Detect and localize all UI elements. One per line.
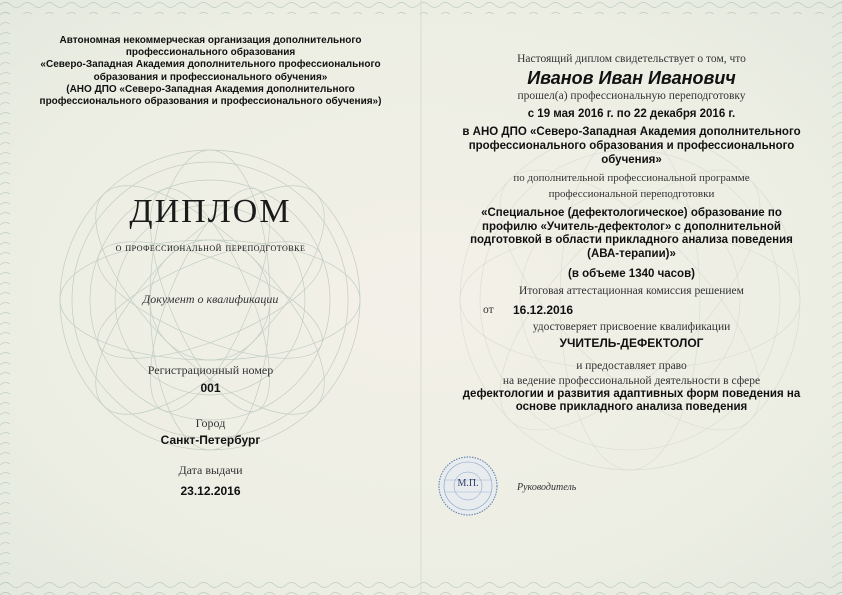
- program-hours: (в объеме 1340 часов): [568, 268, 695, 280]
- org-line: «Северо-Западная Академия дополнительного профессионального: [40, 59, 381, 71]
- rights-label-1: и предоставляет право: [576, 360, 687, 372]
- program-line: профилю «Учитель-дефектолог» с дополнительной: [482, 220, 781, 233]
- city-value: Санкт-Петербург: [160, 433, 261, 447]
- commission-text: Итоговая аттестационная комиссия решением: [519, 285, 744, 297]
- academy-line: профессионального образования и профессионального: [468, 140, 795, 152]
- document-type: Документ о квалификации: [142, 292, 279, 306]
- activity-area: [421, 388, 842, 414]
- diploma-subtitle: о профессиональной переподготовке: [115, 240, 306, 254]
- org-line: профессионального образования: [125, 47, 296, 59]
- org-line: образования и профессионального обучения»: [93, 71, 328, 83]
- program-line: подготовкой в области прикладного анализа поведения: [470, 234, 793, 246]
- academy-line: обучения»: [601, 154, 662, 166]
- qualification-value: УЧИТЕЛЬ-ДЕФЕКТОЛОГ: [559, 336, 704, 350]
- decision-date: 16.12.2016: [513, 303, 574, 317]
- intro-text: Настоящий диплом свидетельствует о том, что: [517, 53, 746, 65]
- graduate-name: Иванов Иван Иванович: [527, 68, 736, 88]
- stamp-label: М.П.: [457, 478, 479, 489]
- org-line: (АНО ДПО «Северо-Западная Академия дополнительного: [66, 83, 355, 95]
- activity-line: основе прикладного анализа поведения: [515, 401, 748, 413]
- right-page: [421, 0, 842, 595]
- program-line: «Специальное (дефектологическое) образование по: [481, 207, 782, 219]
- organization-name: [0, 35, 421, 108]
- program-label-2: профессиональной переподготовки: [548, 188, 715, 200]
- issue-date-value: 23.12.2016: [180, 484, 241, 498]
- city-label: Город: [195, 416, 226, 430]
- org-line: Автономная некоммерческая организация дополнительного: [59, 35, 362, 46]
- rights-label-2: на ведение профессиональной деятельности в сфере: [502, 375, 761, 387]
- issue-date-label: Дата выдачи: [178, 463, 243, 477]
- academy-name: [421, 125, 842, 167]
- head-signature-label: Руководитель: [517, 482, 577, 493]
- program-line: (АВА-терапии)»: [587, 247, 676, 260]
- diploma-title: ДИПЛОМ: [129, 193, 292, 230]
- org-line: профессионального образования и профессионального обучения»): [39, 96, 382, 108]
- registration-label: Регистрационный номер: [147, 363, 274, 377]
- qualification-label: удостоверяет присвоение квалификации: [532, 321, 731, 333]
- academy-line: в АНО ДПО «Северо-Западная Академия дополнительного: [462, 126, 801, 138]
- passed-text: прошел(а) профессиональную переподготовку: [517, 90, 746, 102]
- registration-number: 001: [200, 381, 221, 395]
- decision-from-label: от: [483, 304, 494, 316]
- study-period: с 19 мая 2016 г. по 22 декабря 2016 г.: [527, 108, 736, 120]
- program-name: [421, 207, 842, 261]
- program-label-1: по дополнительной профессиональной программе: [513, 172, 750, 184]
- activity-line: дефектологии и развития адаптивных форм поведения на: [462, 388, 801, 400]
